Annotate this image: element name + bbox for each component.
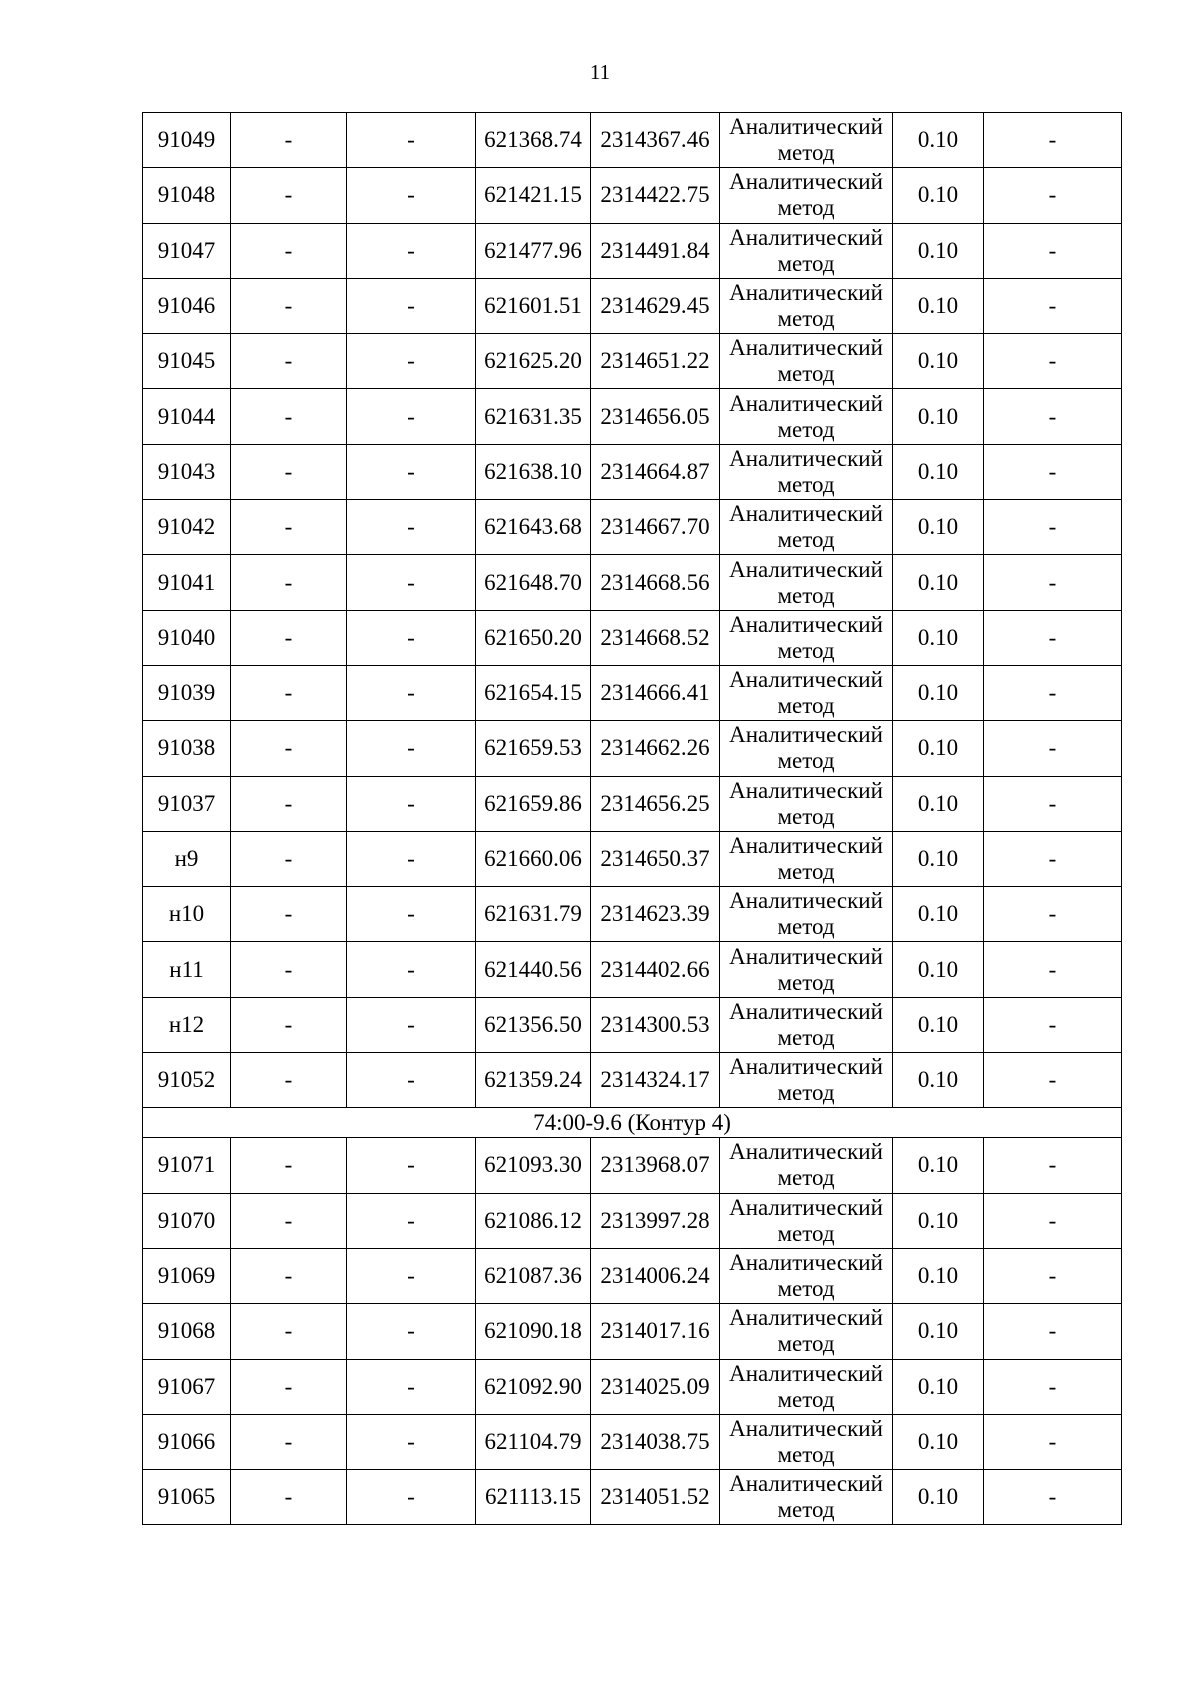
x-coordinate-cell: 621625.20 bbox=[476, 334, 591, 389]
dash-cell: - bbox=[347, 831, 476, 886]
y-coordinate-cell: 2314006.24 bbox=[591, 1248, 720, 1303]
dash-cell: - bbox=[347, 1470, 476, 1525]
y-coordinate-cell: 2314051.52 bbox=[591, 1470, 720, 1525]
table-row bbox=[143, 665, 1122, 720]
dash-cell: - bbox=[231, 1470, 347, 1525]
y-coordinate-cell: 2314422.75 bbox=[591, 168, 720, 223]
y-coordinate-cell: 2314025.09 bbox=[591, 1359, 720, 1414]
table-row bbox=[143, 389, 1122, 444]
dash-cell: - bbox=[984, 1193, 1122, 1248]
y-coordinate-cell: 2314666.41 bbox=[591, 665, 720, 720]
point-id-cell: н11 bbox=[143, 942, 231, 997]
y-coordinate-cell: 2314650.37 bbox=[591, 831, 720, 886]
dash-cell: - bbox=[231, 610, 347, 665]
method-line-2: метод bbox=[777, 1276, 835, 1302]
point-id-cell: 91070 bbox=[143, 1193, 231, 1248]
dash-cell: - bbox=[984, 334, 1122, 389]
dash-cell: - bbox=[347, 1138, 476, 1193]
method-cell bbox=[720, 831, 893, 886]
dash-cell: - bbox=[231, 1193, 347, 1248]
dash-cell: - bbox=[984, 1359, 1122, 1414]
x-coordinate-cell: 621648.70 bbox=[476, 555, 591, 610]
x-coordinate-cell: 621104.79 bbox=[476, 1414, 591, 1469]
dash-cell: - bbox=[231, 113, 347, 168]
method-line-1: Аналитический bbox=[729, 777, 883, 803]
dash-cell: - bbox=[347, 610, 476, 665]
dash-cell: - bbox=[984, 831, 1122, 886]
point-id-cell: 91040 bbox=[143, 610, 231, 665]
method-line-2: метод bbox=[777, 416, 835, 442]
dash-cell: - bbox=[231, 500, 347, 555]
method-line-2: метод bbox=[777, 1080, 835, 1106]
dash-cell: - bbox=[984, 1138, 1122, 1193]
accuracy-cell: 0.10 bbox=[893, 1248, 984, 1303]
dash-cell: - bbox=[231, 389, 347, 444]
accuracy-cell: 0.10 bbox=[893, 500, 984, 555]
accuracy-cell: 0.10 bbox=[893, 1053, 984, 1108]
accuracy-cell: 0.10 bbox=[893, 555, 984, 610]
accuracy-cell: 0.10 bbox=[893, 168, 984, 223]
method-line-2: метод bbox=[777, 471, 835, 497]
method-line-2: метод bbox=[777, 1441, 835, 1467]
dash-cell: - bbox=[984, 444, 1122, 499]
table-row bbox=[143, 555, 1122, 610]
point-id-cell: 91038 bbox=[143, 721, 231, 776]
dash-cell: - bbox=[347, 555, 476, 610]
method-line-1: Аналитический bbox=[729, 998, 883, 1024]
method-line-1: Аналитический bbox=[729, 556, 883, 582]
y-coordinate-cell: 2314668.52 bbox=[591, 610, 720, 665]
method-cell bbox=[720, 278, 893, 333]
method-line-1: Аналитический bbox=[729, 224, 883, 250]
dash-cell: - bbox=[984, 721, 1122, 776]
x-coordinate-cell: 621093.30 bbox=[476, 1138, 591, 1193]
method-cell bbox=[720, 168, 893, 223]
method-line-2: метод bbox=[777, 1165, 835, 1191]
dash-cell: - bbox=[231, 444, 347, 499]
accuracy-cell: 0.10 bbox=[893, 1470, 984, 1525]
dash-cell: - bbox=[984, 1248, 1122, 1303]
coordinates-table-body bbox=[143, 113, 1122, 1525]
method-line-2: метод bbox=[777, 693, 835, 719]
table-row bbox=[143, 113, 1122, 168]
dash-cell: - bbox=[347, 1053, 476, 1108]
y-coordinate-cell: 2313997.28 bbox=[591, 1193, 720, 1248]
dash-cell: - bbox=[347, 665, 476, 720]
x-coordinate-cell: 621631.79 bbox=[476, 887, 591, 942]
x-coordinate-cell: 621090.18 bbox=[476, 1304, 591, 1359]
table-row bbox=[143, 444, 1122, 499]
method-cell bbox=[720, 610, 893, 665]
accuracy-cell: 0.10 bbox=[893, 721, 984, 776]
method-line-1: Аналитический bbox=[729, 1360, 883, 1386]
method-cell bbox=[720, 1138, 893, 1193]
x-coordinate-cell: 621421.15 bbox=[476, 168, 591, 223]
accuracy-cell: 0.10 bbox=[893, 665, 984, 720]
x-coordinate-cell: 621660.06 bbox=[476, 831, 591, 886]
method-cell bbox=[720, 1470, 893, 1525]
dash-cell: - bbox=[984, 1304, 1122, 1359]
method-line-1: Аналитический bbox=[729, 1415, 883, 1441]
y-coordinate-cell: 2314300.53 bbox=[591, 997, 720, 1052]
dash-cell: - bbox=[231, 278, 347, 333]
method-line-2: метод bbox=[777, 1220, 835, 1246]
dash-cell: - bbox=[347, 942, 476, 997]
method-line-1: Аналитический bbox=[729, 1250, 883, 1276]
y-coordinate-cell: 2314656.05 bbox=[591, 389, 720, 444]
section-header-row bbox=[143, 1108, 1122, 1138]
dash-cell: - bbox=[984, 1470, 1122, 1525]
dash-cell: - bbox=[231, 1359, 347, 1414]
table-row bbox=[143, 1304, 1122, 1359]
dash-cell: - bbox=[347, 1193, 476, 1248]
method-cell bbox=[720, 444, 893, 499]
method-line-1: Аналитический bbox=[729, 722, 883, 748]
x-coordinate-cell: 621631.35 bbox=[476, 389, 591, 444]
method-line-1: Аналитический bbox=[729, 1054, 883, 1080]
accuracy-cell: 0.10 bbox=[893, 776, 984, 831]
method-line-2: метод bbox=[777, 969, 835, 995]
y-coordinate-cell: 2314324.17 bbox=[591, 1053, 720, 1108]
method-line-1: Аналитический bbox=[729, 943, 883, 969]
x-coordinate-cell: 621086.12 bbox=[476, 1193, 591, 1248]
dash-cell: - bbox=[231, 168, 347, 223]
dash-cell: - bbox=[231, 223, 347, 278]
method-line-1: Аналитический bbox=[729, 501, 883, 527]
method-line-1: Аналитический bbox=[729, 611, 883, 637]
dash-cell: - bbox=[984, 500, 1122, 555]
dash-cell: - bbox=[231, 1053, 347, 1108]
method-cell bbox=[720, 113, 893, 168]
y-coordinate-cell: 2314656.25 bbox=[591, 776, 720, 831]
dash-cell: - bbox=[231, 1414, 347, 1469]
method-line-1: Аналитический bbox=[729, 280, 883, 306]
table-row bbox=[143, 1470, 1122, 1525]
y-coordinate-cell: 2313968.07 bbox=[591, 1138, 720, 1193]
x-coordinate-cell: 621659.86 bbox=[476, 776, 591, 831]
y-coordinate-cell: 2314651.22 bbox=[591, 334, 720, 389]
accuracy-cell: 0.10 bbox=[893, 278, 984, 333]
dash-cell: - bbox=[984, 1414, 1122, 1469]
table-row bbox=[143, 1414, 1122, 1469]
y-coordinate-cell: 2314491.84 bbox=[591, 223, 720, 278]
x-coordinate-cell: 621113.15 bbox=[476, 1470, 591, 1525]
point-id-cell: 91039 bbox=[143, 665, 231, 720]
point-id-cell: 91066 bbox=[143, 1414, 231, 1469]
dash-cell: - bbox=[984, 887, 1122, 942]
dash-cell: - bbox=[347, 223, 476, 278]
y-coordinate-cell: 2314623.39 bbox=[591, 887, 720, 942]
method-cell bbox=[720, 1414, 893, 1469]
dash-cell: - bbox=[347, 168, 476, 223]
accuracy-cell: 0.10 bbox=[893, 1304, 984, 1359]
table-row bbox=[143, 168, 1122, 223]
y-coordinate-cell: 2314367.46 bbox=[591, 113, 720, 168]
method-line-2: метод bbox=[777, 195, 835, 221]
point-id-cell: 91067 bbox=[143, 1359, 231, 1414]
point-id-cell: н12 bbox=[143, 997, 231, 1052]
x-coordinate-cell: 621359.24 bbox=[476, 1053, 591, 1108]
dash-cell: - bbox=[984, 942, 1122, 997]
accuracy-cell: 0.10 bbox=[893, 389, 984, 444]
dash-cell: - bbox=[347, 1304, 476, 1359]
accuracy-cell: 0.10 bbox=[893, 1193, 984, 1248]
point-id-cell: 91046 bbox=[143, 278, 231, 333]
dash-cell: - bbox=[984, 223, 1122, 278]
x-coordinate-cell: 621601.51 bbox=[476, 278, 591, 333]
method-line-1: Аналитический bbox=[729, 1305, 883, 1331]
method-line-1: Аналитический bbox=[729, 445, 883, 471]
table-row bbox=[143, 942, 1122, 997]
point-id-cell: 91048 bbox=[143, 168, 231, 223]
dash-cell: - bbox=[984, 776, 1122, 831]
dash-cell: - bbox=[984, 168, 1122, 223]
y-coordinate-cell: 2314038.75 bbox=[591, 1414, 720, 1469]
x-coordinate-cell: 621092.90 bbox=[476, 1359, 591, 1414]
point-id-cell: 91049 bbox=[143, 113, 231, 168]
method-line-1: Аналитический bbox=[729, 1139, 883, 1165]
accuracy-cell: 0.10 bbox=[893, 1414, 984, 1469]
method-line-1: Аналитический bbox=[729, 667, 883, 693]
accuracy-cell: 0.10 bbox=[893, 831, 984, 886]
dash-cell: - bbox=[231, 776, 347, 831]
accuracy-cell: 0.10 bbox=[893, 444, 984, 499]
dash-cell: - bbox=[347, 444, 476, 499]
x-coordinate-cell: 621368.74 bbox=[476, 113, 591, 168]
method-line-2: метод bbox=[777, 1497, 835, 1523]
method-cell bbox=[720, 500, 893, 555]
method-cell bbox=[720, 942, 893, 997]
method-line-2: метод bbox=[777, 748, 835, 774]
y-coordinate-cell: 2314664.87 bbox=[591, 444, 720, 499]
dash-cell: - bbox=[984, 389, 1122, 444]
accuracy-cell: 0.10 bbox=[893, 113, 984, 168]
y-coordinate-cell: 2314668.56 bbox=[591, 555, 720, 610]
x-coordinate-cell: 621650.20 bbox=[476, 610, 591, 665]
method-line-2: метод bbox=[777, 250, 835, 276]
dash-cell: - bbox=[231, 665, 347, 720]
dash-cell: - bbox=[231, 831, 347, 886]
dash-cell: - bbox=[984, 113, 1122, 168]
coordinates-table bbox=[142, 112, 1122, 1525]
x-coordinate-cell: 621638.10 bbox=[476, 444, 591, 499]
method-cell bbox=[720, 223, 893, 278]
point-id-cell: 91042 bbox=[143, 500, 231, 555]
method-line-2: метод bbox=[777, 527, 835, 553]
method-cell bbox=[720, 1359, 893, 1414]
x-coordinate-cell: 621477.96 bbox=[476, 223, 591, 278]
y-coordinate-cell: 2314402.66 bbox=[591, 942, 720, 997]
method-line-2: метод bbox=[777, 1024, 835, 1050]
y-coordinate-cell: 2314667.70 bbox=[591, 500, 720, 555]
dash-cell: - bbox=[984, 997, 1122, 1052]
x-coordinate-cell: 621087.36 bbox=[476, 1248, 591, 1303]
dash-cell: - bbox=[347, 113, 476, 168]
page-number: 11 bbox=[589, 60, 611, 84]
point-id-cell: 91068 bbox=[143, 1304, 231, 1359]
dash-cell: - bbox=[231, 997, 347, 1052]
dash-cell: - bbox=[347, 389, 476, 444]
table-row bbox=[143, 223, 1122, 278]
method-cell bbox=[720, 997, 893, 1052]
method-cell bbox=[720, 1053, 893, 1108]
x-coordinate-cell: 621654.15 bbox=[476, 665, 591, 720]
accuracy-cell: 0.10 bbox=[893, 1138, 984, 1193]
method-cell bbox=[720, 887, 893, 942]
method-line-1: Аналитический bbox=[729, 1471, 883, 1497]
point-id-cell: 91041 bbox=[143, 555, 231, 610]
dash-cell: - bbox=[231, 1138, 347, 1193]
dash-cell: - bbox=[347, 1359, 476, 1414]
dash-cell: - bbox=[231, 721, 347, 776]
x-coordinate-cell: 621659.53 bbox=[476, 721, 591, 776]
method-line-1: Аналитический bbox=[729, 114, 883, 140]
point-id-cell: н10 bbox=[143, 887, 231, 942]
dash-cell: - bbox=[347, 887, 476, 942]
y-coordinate-cell: 2314017.16 bbox=[591, 1304, 720, 1359]
method-line-2: метод bbox=[777, 140, 835, 166]
table-row bbox=[143, 997, 1122, 1052]
accuracy-cell: 0.10 bbox=[893, 887, 984, 942]
dash-cell: - bbox=[231, 1304, 347, 1359]
x-coordinate-cell: 621440.56 bbox=[476, 942, 591, 997]
dash-cell: - bbox=[984, 278, 1122, 333]
method-line-2: метод bbox=[777, 306, 835, 332]
table-row bbox=[143, 334, 1122, 389]
method-cell bbox=[720, 665, 893, 720]
dash-cell: - bbox=[984, 555, 1122, 610]
point-id-cell: 91069 bbox=[143, 1248, 231, 1303]
method-line-2: метод bbox=[777, 1331, 835, 1357]
table-row bbox=[143, 1138, 1122, 1193]
dash-cell: - bbox=[231, 942, 347, 997]
table-row bbox=[143, 1359, 1122, 1414]
method-cell bbox=[720, 1304, 893, 1359]
table-row bbox=[143, 500, 1122, 555]
method-line-2: метод bbox=[777, 637, 835, 663]
method-cell bbox=[720, 1193, 893, 1248]
table-row bbox=[143, 278, 1122, 333]
table-row bbox=[143, 887, 1122, 942]
dash-cell: - bbox=[231, 555, 347, 610]
table-row bbox=[143, 1053, 1122, 1108]
method-line-2: метод bbox=[777, 803, 835, 829]
dash-cell: - bbox=[984, 610, 1122, 665]
method-cell bbox=[720, 721, 893, 776]
dash-cell: - bbox=[231, 334, 347, 389]
y-coordinate-cell: 2314629.45 bbox=[591, 278, 720, 333]
point-id-cell: 91045 bbox=[143, 334, 231, 389]
accuracy-cell: 0.10 bbox=[893, 997, 984, 1052]
point-id-cell: н9 bbox=[143, 831, 231, 886]
x-coordinate-cell: 621643.68 bbox=[476, 500, 591, 555]
method-cell bbox=[720, 1248, 893, 1303]
dash-cell: - bbox=[347, 776, 476, 831]
point-id-cell: 91043 bbox=[143, 444, 231, 499]
method-cell bbox=[720, 389, 893, 444]
point-id-cell: 91071 bbox=[143, 1138, 231, 1193]
method-line-1: Аналитический bbox=[729, 888, 883, 914]
method-line-1: Аналитический bbox=[729, 169, 883, 195]
dash-cell: - bbox=[347, 997, 476, 1052]
method-line-2: метод bbox=[777, 361, 835, 387]
accuracy-cell: 0.10 bbox=[893, 1359, 984, 1414]
method-cell bbox=[720, 555, 893, 610]
dash-cell: - bbox=[347, 1414, 476, 1469]
dash-cell: - bbox=[984, 1053, 1122, 1108]
dash-cell: - bbox=[347, 1248, 476, 1303]
accuracy-cell: 0.10 bbox=[893, 610, 984, 665]
point-id-cell: 91047 bbox=[143, 223, 231, 278]
table-row bbox=[143, 1248, 1122, 1303]
section-title: 74:00-9.6 (Контур 4) bbox=[143, 1108, 1122, 1138]
dash-cell: - bbox=[347, 278, 476, 333]
method-line-1: Аналитический bbox=[729, 335, 883, 361]
dash-cell: - bbox=[347, 721, 476, 776]
method-line-2: метод bbox=[777, 859, 835, 884]
table-row bbox=[143, 1193, 1122, 1248]
x-coordinate-cell: 621356.50 bbox=[476, 997, 591, 1052]
dash-cell: - bbox=[347, 334, 476, 389]
accuracy-cell: 0.10 bbox=[893, 334, 984, 389]
dash-cell: - bbox=[231, 887, 347, 942]
accuracy-cell: 0.10 bbox=[893, 223, 984, 278]
method-cell bbox=[720, 334, 893, 389]
dash-cell: - bbox=[231, 1248, 347, 1303]
method-line-1: Аналитический bbox=[729, 833, 883, 858]
method-line-2: метод bbox=[777, 914, 835, 940]
table-row bbox=[143, 831, 1122, 886]
table-row bbox=[143, 776, 1122, 831]
method-line-2: метод bbox=[777, 582, 835, 608]
dash-cell: - bbox=[984, 665, 1122, 720]
point-id-cell: 91044 bbox=[143, 389, 231, 444]
dash-cell: - bbox=[347, 500, 476, 555]
point-id-cell: 91065 bbox=[143, 1470, 231, 1525]
method-cell bbox=[720, 776, 893, 831]
accuracy-cell: 0.10 bbox=[893, 942, 984, 997]
point-id-cell: 91052 bbox=[143, 1053, 231, 1108]
method-line-1: Аналитический bbox=[729, 1194, 883, 1220]
method-line-2: метод bbox=[777, 1386, 835, 1412]
table-row bbox=[143, 610, 1122, 665]
point-id-cell: 91037 bbox=[143, 776, 231, 831]
table-row bbox=[143, 721, 1122, 776]
y-coordinate-cell: 2314662.26 bbox=[591, 721, 720, 776]
method-line-1: Аналитический bbox=[729, 390, 883, 416]
